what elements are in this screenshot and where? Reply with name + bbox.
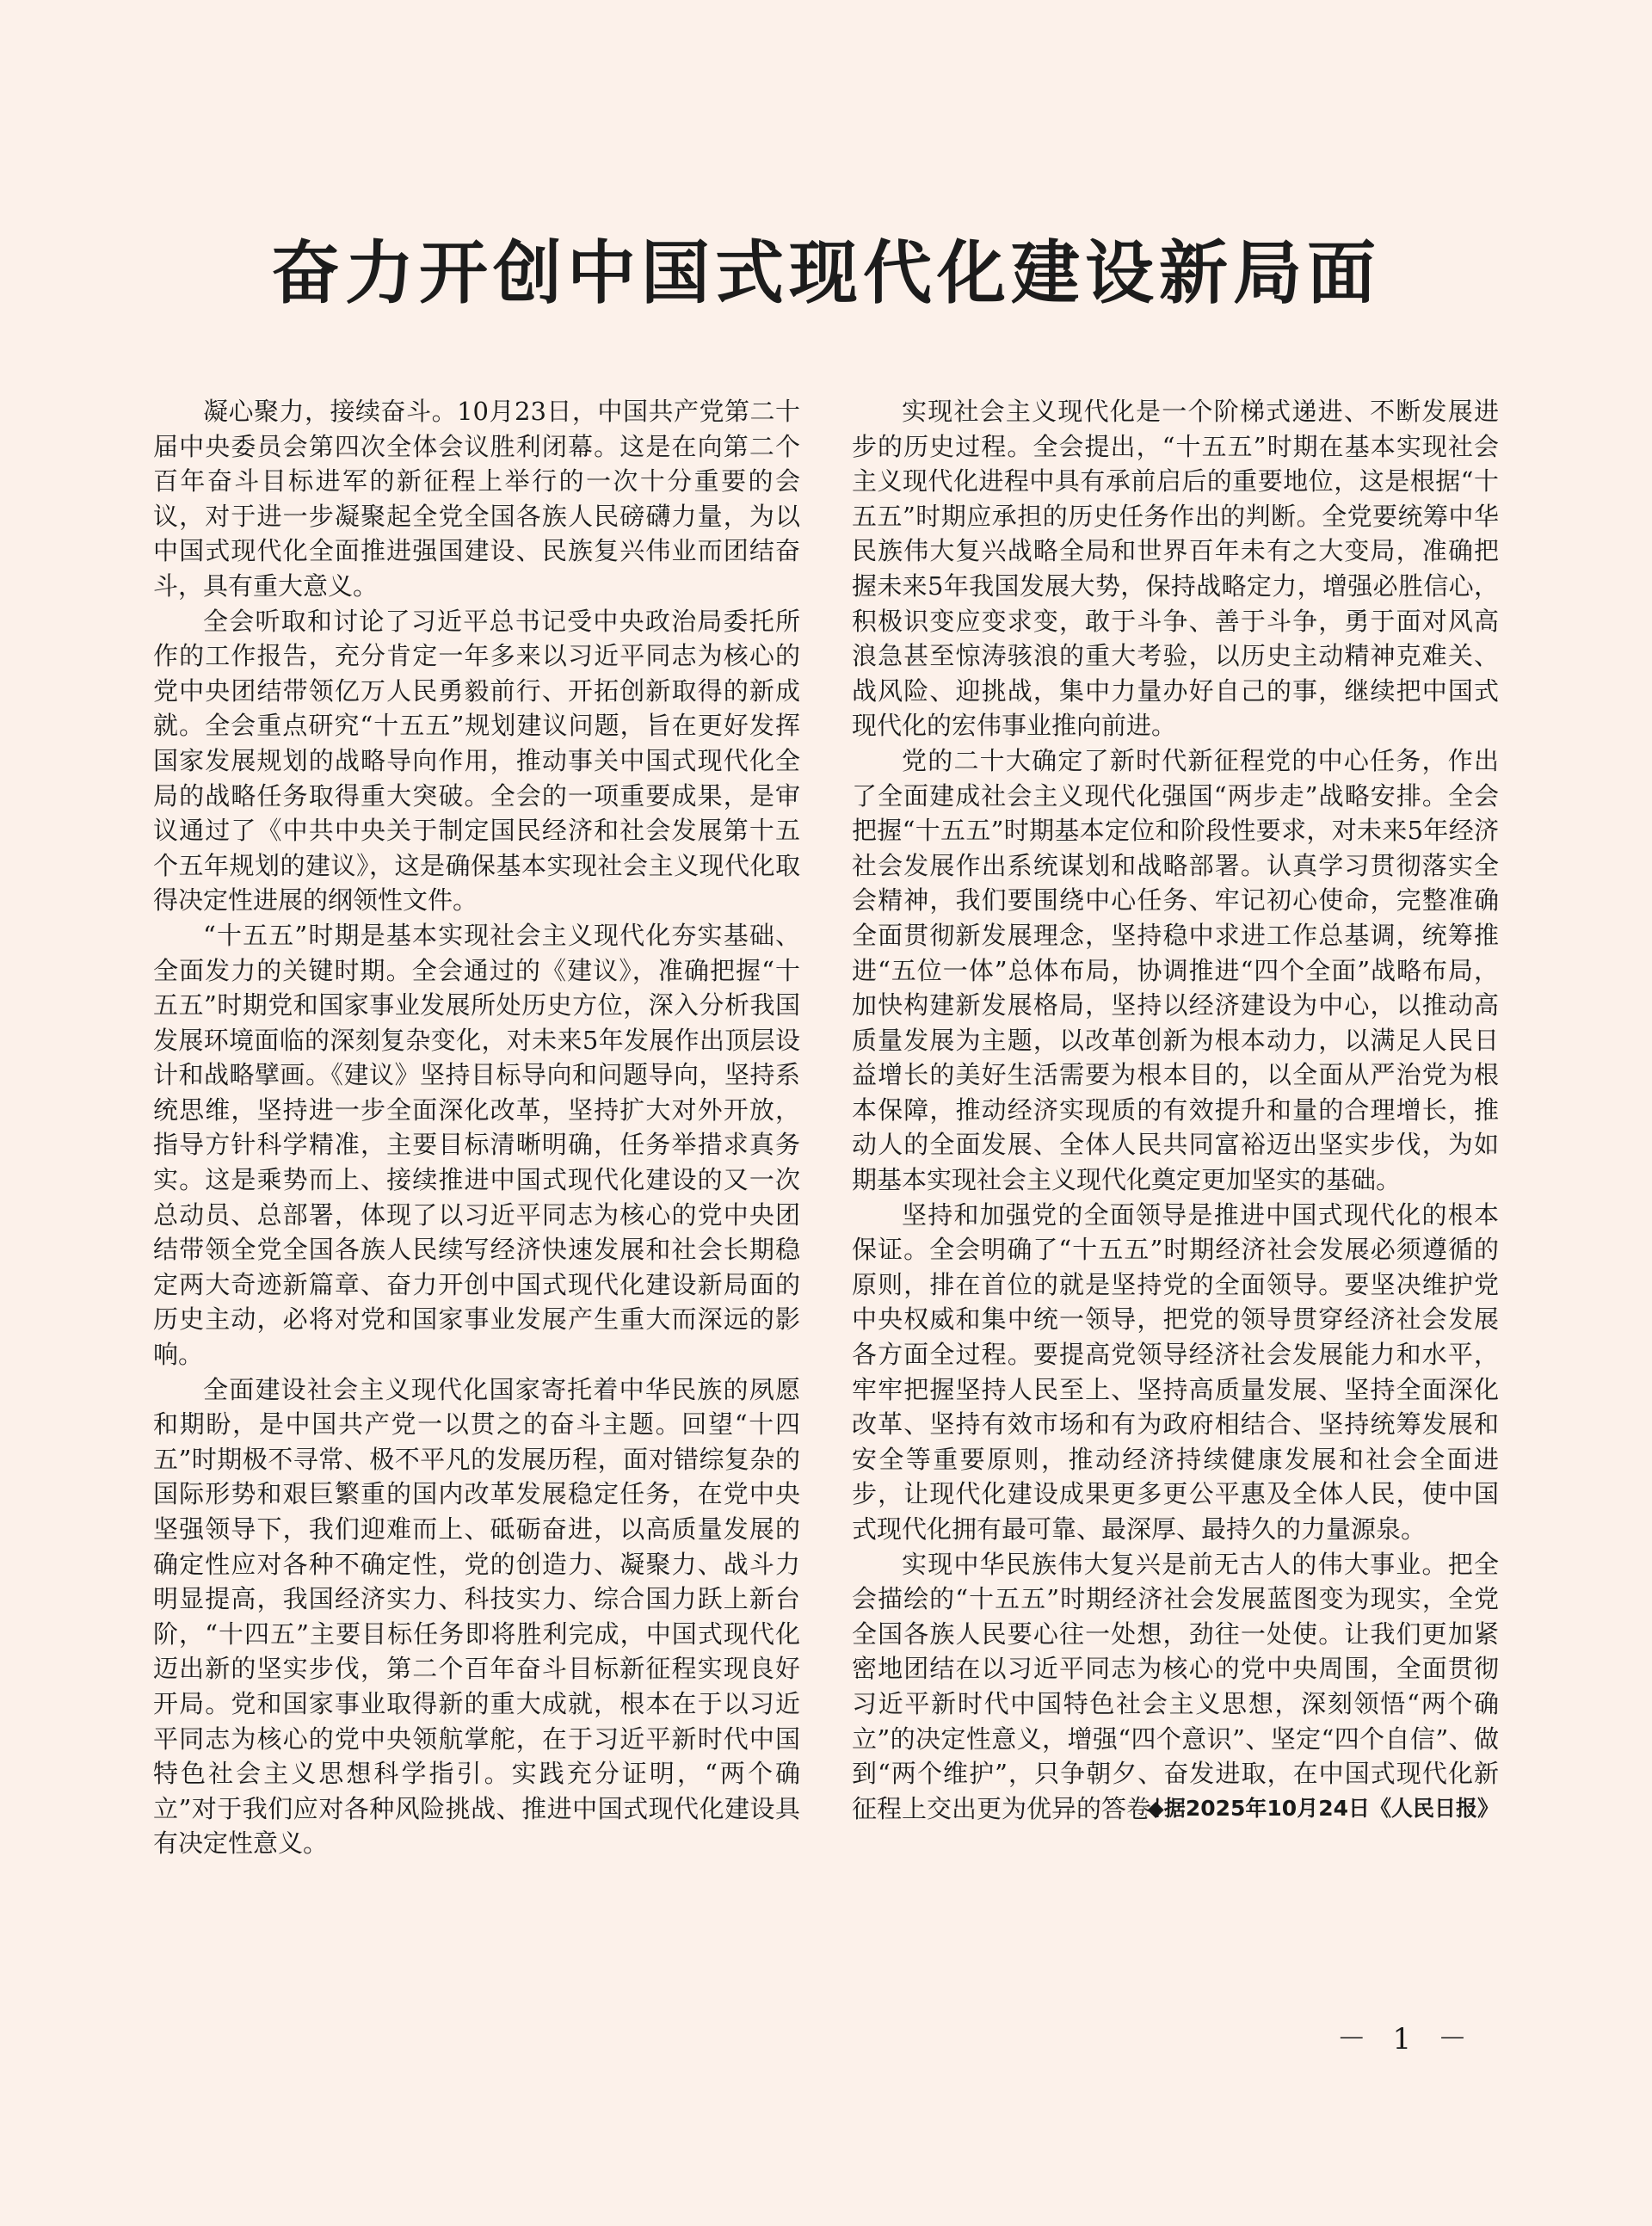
article-column-left: [153, 394, 800, 1861]
article-paragraph: 凝心聚力，接续奋斗。10月23日，中国共产党第二十届中央委员会第四次全体会议胜利闭幕。这是在向第二个百年奋斗目标进军的新征程上举行的一次十分重要的会议，对于进一步凝聚起全党全国各族人民磅礴力量，为以中国式现代化全面推进强国建设、民族复兴伟业而团结奋斗，具有重大意义。: [153, 397, 800, 601]
source-attribution: ◆据2025年10月24日《人民日报》: [1147, 1796, 1499, 1822]
page-title: 奋力开创中国式现代化建设新局面: [271, 233, 1381, 313]
page-number: － 1 －: [1336, 2022, 1476, 2056]
article-paragraph: 实现中华民族伟大复兴是前无古人的伟大事业。把全会描绘的“十五五”时期经济社会发展蓝图变为现实，全党全国各族人民要心往一处想，劲往一处使。让我们更加紧密地团结在以习近平同志为核心的党中央周围，全面贯彻习近平新时代中国特色社会主义思想，深刻领悟“两个确立”的决定性意义，增强“四个意识”、坚定“四个自信”、做到“两个维护”，只争朝夕、奋发进取，在中国式现代化新征程上交出更为优异的答卷！: [852, 1549, 1499, 1823]
article-paragraph: 全会听取和讨论了习近平总书记受中央政治局委托所作的工作报告，充分肯定一年多来以习近平同志为核心的党中央团结带领亿万人民勇毅前行、开拓创新取得的新成就。全会重点研究“十五五”规划建议问题，旨在更好发挥国家发展规划的战略导向作用，推动事关中国式现代化全局的战略任务取得重大突破。全会的一项重要成果，是审议通过了《中共中央关于制定国民经济和社会发展第十五个五年规划的建议》，这是确保基本实现社会主义现代化取得决定性进展的纲领性文件。: [153, 606, 800, 916]
article-paragraph: 坚持和加强党的全面领导是推进中国式现代化的根本保证。全会明确了“十五五”时期经济社会发展必须遵循的原则，排在首位的就是坚持党的全面领导。要坚决维护党中央权威和集中统一领导，把党的领导贯穿经济社会发展各方面全过程。要提高党领导经济社会发展能力和水平，牢牢把握坚持人民至上、坚持高质量发展、坚持全面深化改革、坚持有效市场和有为政府相结合、坚持统筹发展和安全等重要原则，推动经济持续健康发展和社会全面进步，让现代化建设成果更多更公平惠及全体人民，使中国式现代化拥有最可靠、最深厚、最持久的力量源泉。: [852, 1199, 1499, 1544]
article-column-right: [852, 394, 1499, 1826]
article-paragraph: 党的二十大确定了新时代新征程党的中心任务，作出了全面建成社会主义现代化强国“两步走”战略安排。全会把握“十五五”时期基本定位和阶段性要求，对未来5年经济社会发展作出系统谋划和战略部署。认真学习贯彻落实全会精神，我们要围绕中心任务、牢记初心使命，完整准确全面贯彻新发展理念，坚持稳中求进工作总基调，统筹推进“五位一体”总体布局，协调推进“四个全面”战略布局，加快构建新发展格局，坚持以经济建设为中心，以推动高质量发展为主题，以改革创新为根本动力，以满足人民日益增长的美好生活需要为根本目的，以全面从严治党为根本保障，推动经济实现质的有效提升和量的合理增长，推动人的全面发展、全体人民共同富裕迈出坚实步伐，为如期基本实现社会主义现代化奠定更加坚实的基础。: [852, 745, 1499, 1195]
article-paragraph: “十五五”时期是基本实现社会主义现代化夯实基础、全面发力的关键时期。全会通过的《建议》，准确把握“十五五”时期党和国家事业发展所处历史方位，深入分析我国发展环境面临的深刻复杂变化，对未来5年发展作出顶层设计和战略擘画。《建议》坚持目标导向和问题导向，坚持系统思维，坚持进一步全面深化改革，坚持扩大对外开放，指导方针科学精准，主要目标清晰明确，任务举措求真务实。这是乘势而上、接续推进中国式现代化建设的又一次总动员、总部署，体现了以习近平同志为核心的党中央团结带领全党全国各族人民续写经济快速发展和社会长期稳定两大奇迹新篇章、奋力开创中国式现代化建设新局面的历史主动，必将对党和国家事业发展产生重大而深远的影响。: [153, 920, 800, 1370]
article-paragraph: 全面建设社会主义现代化国家寄托着中华民族的夙愿和期盼，是中国共产党一以贯之的奋斗主题。回望“十四五”时期极不寻常、极不平凡的发展历程，面对错综复杂的国际形势和艰巨繁重的国内改革发展稳定任务，在党中央坚强领导下，我们迎难而上、砥砺奋进，以高质量发展的确定性应对各种不确定性，党的创造力、凝聚力、战斗力明显提高，我国经济实力、科技实力、综合国力跃上新台阶，“十四五”主要目标任务即将胜利完成，中国式现代化迈出新的坚实步伐，第二个百年奋斗目标新征程实现良好开局。党和国家事业取得新的重大成就，根本在于以习近平同志为核心的党中央领航掌舵，在于习近平新时代中国特色社会主义思想科学指引。实践充分证明，“两个确立”对于我们应对各种风险挑战、推进中国式现代化建设具有决定性意义。: [153, 1374, 800, 1859]
article-paragraph: 实现社会主义现代化是一个阶梯式递进、不断发展进步的历史过程。全会提出，“十五五”时期在基本实现社会主义现代化进程中具有承前启后的重要地位，这是根据“十五五”时期应承担的历史任务作出的判断。全党要统筹中华民族伟大复兴战略全局和世界百年未有之大变局，准确把握未来5年我国发展大势，保持战略定力，增强必胜信心，积极识变应变求变，敢于斗争、善于斗争，勇于面对风高浪急甚至惊涛骇浪的重大考验，以历史主动精神克难关、战风险、迎挑战，集中力量办好自己的事，继续把中国式现代化的宏伟事业推向前进。: [852, 397, 1499, 741]
